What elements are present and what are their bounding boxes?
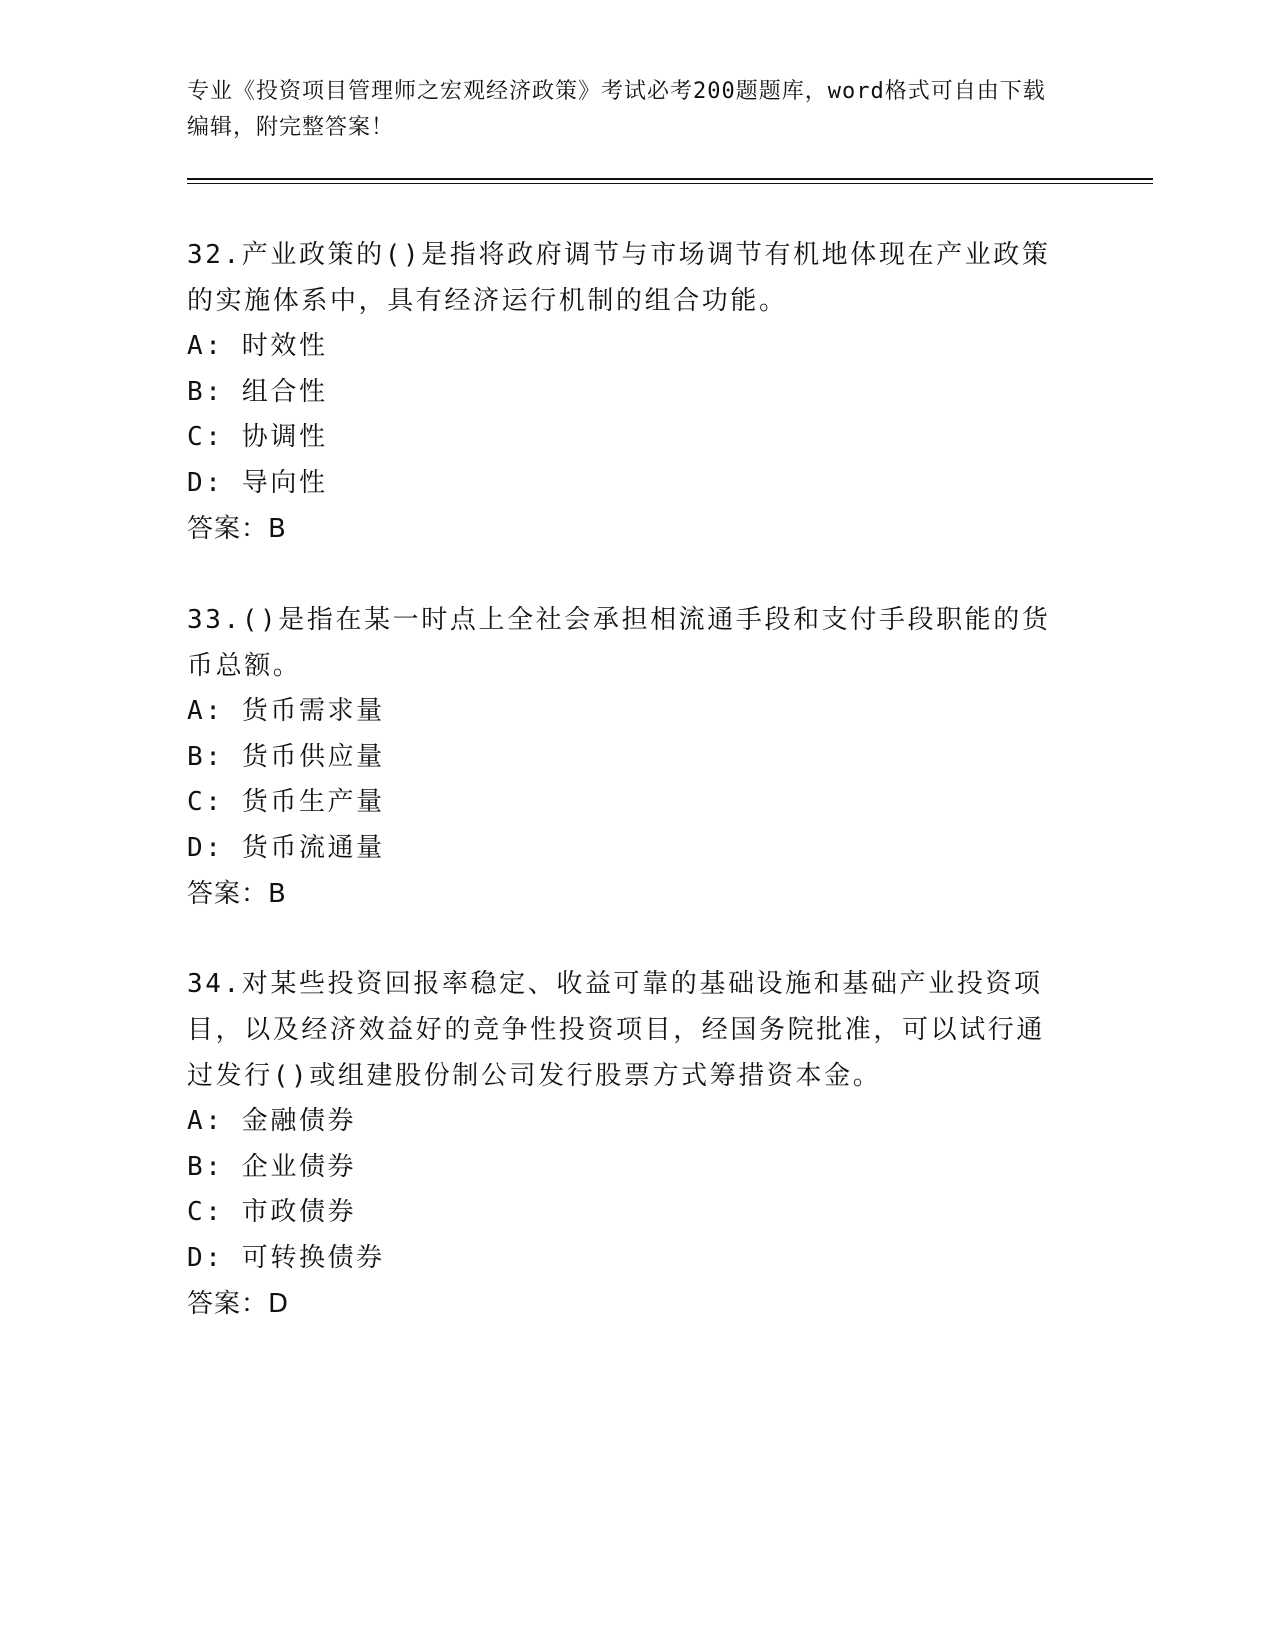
document-header: 专业《投资项目管理师之宏观经济政策》考试必考200题题库，word格式可自由下载编辑，附完整答案！: [187, 79, 1046, 140]
option-list: [187, 689, 1087, 871]
header-divider-thin: [187, 183, 1153, 184]
answer-label: 答案：: [187, 1289, 269, 1319]
option-a: A: 货币需求量: [187, 696, 385, 726]
option-a: A: 时效性: [187, 331, 328, 361]
option-b: B: 组合性: [187, 376, 328, 407]
answer-label: 答案：: [187, 514, 269, 544]
answer-value: D: [268, 1289, 289, 1319]
option-d: D: 货币流通量: [187, 832, 385, 863]
option-c: C: 协调性: [187, 422, 328, 452]
answer-label: 答案：: [187, 879, 269, 909]
answer-value: B: [268, 879, 286, 909]
question-33: [187, 597, 1087, 917]
option-c: C: 市政债券: [187, 1197, 357, 1227]
question-32: [187, 232, 1087, 552]
question-stem: 33.()是指在某一时点上全社会承担相流通手段和支付手段职能的货币总额。: [187, 605, 1051, 681]
option-list: [187, 324, 1087, 506]
answer-line: [187, 871, 1087, 917]
answer-line: [187, 1281, 1087, 1327]
option-d: D: 导向性: [187, 467, 328, 498]
question-stem: 34.对某些投资回报率稳定、收益可靠的基础设施和基础产业投资项目，以及经济效益好的竞争性投资项目，经国务院批准，可以试行通过发行()或组建股份制公司发行股票方式筹措资本金。: [187, 969, 1046, 1091]
option-b: B: 货币供应量: [187, 741, 385, 772]
option-d: D: 可转换债券: [187, 1242, 385, 1273]
question-34: [187, 961, 1087, 1327]
header-divider-thick: [187, 178, 1153, 180]
answer-line: [187, 506, 1087, 552]
option-list: [187, 1099, 1087, 1281]
option-a: A: 金融债券: [187, 1106, 357, 1136]
option-c: C: 货币生产量: [187, 787, 385, 817]
question-stem: 32.产业政策的()是指将政府调节与市场调节有机地体现在产业政策的实施体系中，具有经济运行机制的组合功能。: [187, 240, 1051, 316]
option-b: B: 企业债券: [187, 1151, 357, 1182]
answer-value: B: [268, 514, 286, 544]
